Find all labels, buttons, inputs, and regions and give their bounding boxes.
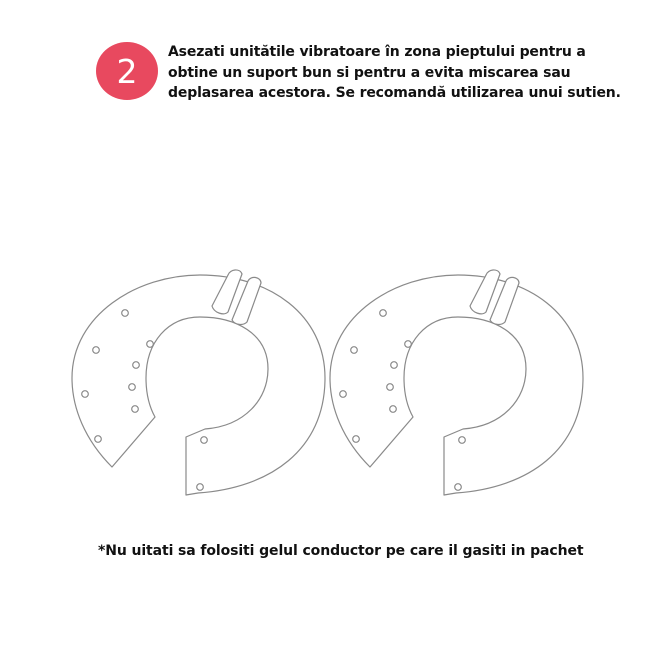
- left-vibrating-pad-icon: [72, 270, 325, 495]
- step-number: 2: [116, 51, 138, 91]
- instruction-line-1: Asezati unitătile vibratoare în zona pieptului pentru a: [168, 44, 586, 60]
- footnote-text: *Nu uitati sa folositi gelul conductor pe care il gasiti in pachet: [98, 543, 584, 559]
- instruction-line-3: deplasarea acestora. Se recomandă utilizarea unui sutien.: [168, 85, 621, 101]
- right-vibrating-pad-icon: [330, 270, 583, 495]
- instruction-line-2: obtine un suport bun si pentru a evita miscarea sau: [168, 64, 571, 81]
